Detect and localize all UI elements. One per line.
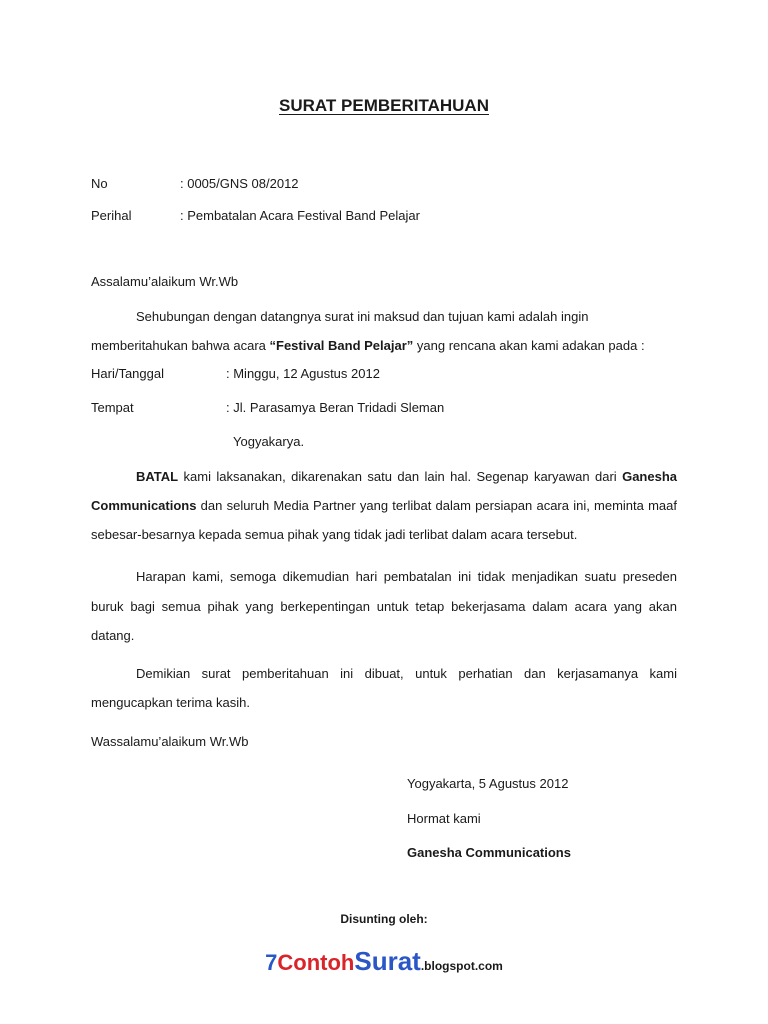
hope-text: Harapan kami, semoga dikemudian hari pembatalan ini tidak menjadikan suatu preseden buruk bagi semua pihak yang berkepentingan untuk tetap bekerjasama dalam acara yang akan datang.	[91, 569, 677, 643]
edited-by-label: Disunting oleh:	[340, 912, 428, 926]
paragraph-cancellation	[91, 462, 677, 549]
cancellation-text1: kami laksanakan, dikarenakan satu dan lain hal. Segenap karyawan dari	[178, 469, 623, 484]
intro-line1: Sehubungan dengan datangnya surat ini maksud dan tujuan kami adalah ingin	[136, 309, 589, 324]
subject-label: Perihal	[91, 208, 132, 223]
closing-greeting: Wassalamu’alaikum Wr.Wb	[91, 734, 249, 749]
brand-logo	[0, 946, 768, 977]
event-name: “Festival Band Pelajar”	[269, 338, 414, 353]
signature-place-date: Yogyakarta, 5 Agustus 2012	[407, 776, 569, 791]
date-value: : Minggu, 12 Agustus 2012	[226, 366, 380, 381]
place-value-city: Yogyakarya.	[233, 434, 305, 449]
place-value: : Jl. Parasamya Beran Tridadi Sleman	[226, 400, 445, 415]
intro-line2-post: yang rencana akan kami adakan pada :	[413, 338, 645, 353]
paragraph-intro	[91, 302, 677, 360]
closing-remark-text: Demikian surat pemberitahuan ini dibuat, untuk perhatian dan kerjasamanya kami mengucapkan terima kasih.	[91, 666, 677, 710]
brand-number: 7	[265, 950, 278, 975]
cancel-word: BATAL	[136, 469, 179, 484]
number-value: : 0005/GNS 08/2012	[180, 176, 299, 191]
brand-surat: Surat	[354, 946, 421, 976]
cancellation-text2: dan seluruh Media Partner yang terlibat dalam persiapan acara ini, meminta maaf sebesar-besarnya kepada semua pihak yang tidak jadi terlibat dalam acara tersebut.	[91, 498, 677, 542]
signature-regards: Hormat kami	[407, 811, 481, 826]
number-label: No	[91, 176, 108, 191]
paragraph-hope	[91, 562, 677, 651]
date-label: Hari/Tanggal	[91, 366, 164, 381]
intro-line2-pre: memberitahukan bahwa acara	[91, 338, 270, 353]
signature-company: Ganesha Communications	[407, 845, 571, 860]
place-label: Tempat	[91, 400, 134, 415]
brand-contoh: Contoh	[277, 950, 355, 975]
greeting: Assalamu’alaikum Wr.Wb	[91, 274, 239, 289]
company-name-inline: Ganesha Communications	[91, 469, 677, 513]
brand-domain: .blogspot.com	[420, 959, 503, 973]
subject-value: : Pembatalan Acara Festival Band Pelajar	[180, 208, 420, 223]
letter-title: SURAT PEMBERITAHUAN	[279, 96, 489, 115]
paragraph-closing-remark	[91, 659, 677, 717]
